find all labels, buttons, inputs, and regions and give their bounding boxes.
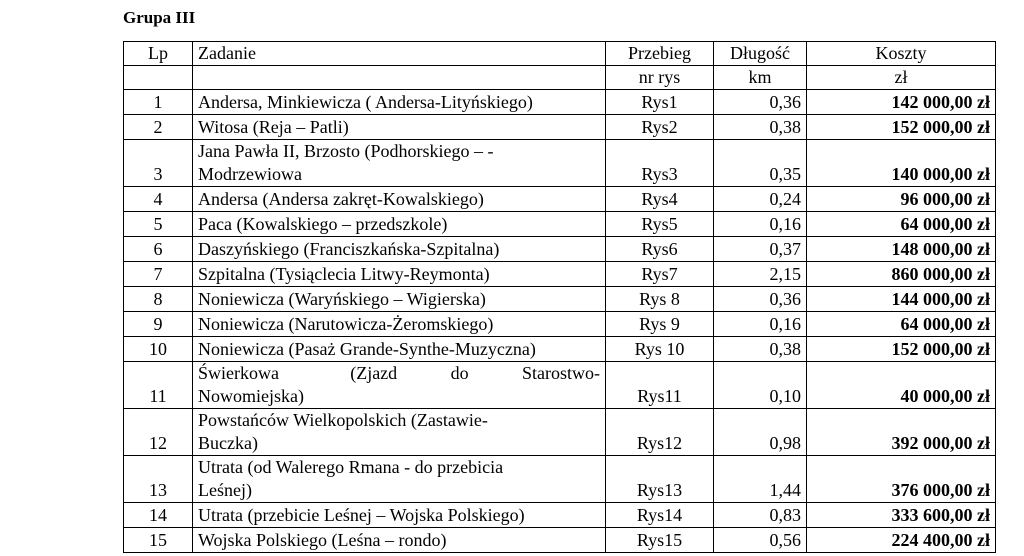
table-row [124, 237, 996, 262]
row-cost: 142 000,00 zł [807, 90, 996, 115]
table-row [124, 90, 996, 115]
group-title: Grupa III [123, 8, 196, 27]
row-task [193, 115, 606, 140]
table-row [124, 140, 996, 187]
row-cost: 140 000,00 zł [807, 140, 996, 187]
row-lp: 8 [124, 287, 193, 312]
header-cost: Koszty [807, 42, 996, 66]
row-task [193, 187, 606, 212]
row-task-line: Paca (Kowalskiego – przedszkole) [198, 214, 448, 234]
table-row [124, 212, 996, 237]
row-task-line: Andersa, Minkiewicza ( Andersa-Lityńskiego) [198, 92, 533, 112]
row-task-line: Noniewicza (Narutowicza-Żeromskiego) [198, 314, 494, 334]
row-lp: 3 [124, 140, 193, 187]
row-task [193, 337, 606, 362]
row-length: 0,83 [714, 503, 807, 528]
row-length: 1,44 [714, 456, 807, 503]
row-task-line: Powstańców Wielkopolskich (Zastawie- [198, 410, 488, 430]
row-task-line: Leśnej) [198, 480, 252, 500]
row-task-line: Noniewicza (Waryńskiego – Wigierska) [198, 289, 486, 309]
row-route: Rys 8 [606, 287, 714, 312]
row-cost: 64 000,00 zł [807, 312, 996, 337]
table-row [124, 115, 996, 140]
row-route: Rys14 [606, 503, 714, 528]
header-task: Zadanie [193, 42, 606, 66]
row-lp: 14 [124, 503, 193, 528]
row-cost: 860 000,00 zł [807, 262, 996, 287]
row-lp: 11 [124, 362, 193, 409]
row-task-line: Witosa (Reja – Patli) [198, 117, 349, 137]
row-cost: 333 600,00 zł [807, 503, 996, 528]
row-cost: 152 000,00 zł [807, 337, 996, 362]
row-lp: 9 [124, 312, 193, 337]
row-lp: 10 [124, 337, 193, 362]
row-route: Rys11 [606, 362, 714, 409]
row-route: Rys7 [606, 262, 714, 287]
row-length: 0,16 [714, 312, 807, 337]
row-route: Rys1 [606, 90, 714, 115]
row-route: Rys2 [606, 115, 714, 140]
row-task [193, 287, 606, 312]
row-lp: 5 [124, 212, 193, 237]
row-task [193, 312, 606, 337]
row-length: 0,24 [714, 187, 807, 212]
row-task [193, 90, 606, 115]
table-row [124, 262, 996, 287]
header-route-unit: nr rys [606, 66, 714, 90]
row-length: 0,35 [714, 140, 807, 187]
row-route: Rys3 [606, 140, 714, 187]
header-row [124, 42, 996, 66]
row-task-line: Utrata (od Walerego Rmana - do przebicia [198, 457, 504, 477]
row-task [193, 262, 606, 287]
row-task-line: Andersa (Andersa zakręt-Kowalskiego) [198, 189, 484, 209]
table-row [124, 362, 996, 409]
row-length: 0,36 [714, 90, 807, 115]
row-route: Rys13 [606, 456, 714, 503]
row-length: 0,98 [714, 409, 807, 456]
row-cost: 64 000,00 zł [807, 212, 996, 237]
row-task-line: Szpitalna (Tysiąclecia Litwy-Reymonta) [198, 264, 490, 284]
row-length: 0,37 [714, 237, 807, 262]
header-lp: Lp [124, 42, 193, 66]
table-row [124, 187, 996, 212]
row-route: Rys15 [606, 528, 714, 553]
row-route: Rys6 [606, 237, 714, 262]
row-cost: 392 000,00 zł [807, 409, 996, 456]
row-length: 0,38 [714, 337, 807, 362]
row-task-line: Wojska Polskiego (Leśna – rondo) [198, 530, 447, 550]
header-length-unit: km [714, 66, 807, 90]
row-cost: 144 000,00 zł [807, 287, 996, 312]
row-task [193, 503, 606, 528]
cost-table [123, 41, 996, 553]
row-task [193, 140, 606, 187]
row-lp: 7 [124, 262, 193, 287]
row-route: Rys 10 [606, 337, 714, 362]
row-lp: 12 [124, 409, 193, 456]
row-task [193, 237, 606, 262]
header-route: Przebieg [606, 42, 714, 66]
row-task-line: Daszyńskiego (Franciszkańska-Szpitalna) [198, 239, 500, 259]
row-route: Rys4 [606, 187, 714, 212]
row-route: Rys12 [606, 409, 714, 456]
row-task-line: Jana Pawła II, Brzosto (Podhorskiego – - [198, 141, 494, 161]
row-task-line: Utrata (przebicie Leśnej – Wojska Polskiego) [198, 505, 525, 525]
row-cost: 40 000,00 zł [807, 362, 996, 409]
header-length: Długość [714, 42, 807, 66]
row-length: 2,15 [714, 262, 807, 287]
row-task [193, 362, 606, 409]
row-task-line: Modrzewiowa [198, 164, 302, 184]
header-cost-unit: zł [807, 66, 996, 90]
table-row [124, 456, 996, 503]
header-units-row [124, 66, 996, 90]
row-cost: 376 000,00 zł [807, 456, 996, 503]
table-row [124, 337, 996, 362]
cost-table-body [124, 42, 996, 553]
row-task [193, 528, 606, 553]
row-route: Rys5 [606, 212, 714, 237]
row-length: 0,36 [714, 287, 807, 312]
row-task [193, 456, 606, 503]
row-lp: 6 [124, 237, 193, 262]
row-lp: 1 [124, 90, 193, 115]
row-cost: 224 400,00 zł [807, 528, 996, 553]
row-lp: 2 [124, 115, 193, 140]
row-length: 0,38 [714, 115, 807, 140]
row-length: 0,10 [714, 362, 807, 409]
row-task-line: Nowomiejska) [198, 386, 304, 406]
row-task-line: Noniewicza (Pasaż Grande-Synthe-Muzyczna) [198, 339, 536, 359]
table-row [124, 287, 996, 312]
row-task-line: Świerkowa (Zjazd do Starostwo- [198, 363, 600, 383]
row-lp: 4 [124, 187, 193, 212]
table-row [124, 503, 996, 528]
row-lp: 13 [124, 456, 193, 503]
table-row [124, 312, 996, 337]
header-lp-unit [124, 66, 193, 90]
row-task [193, 212, 606, 237]
row-length: 0,56 [714, 528, 807, 553]
row-lp: 15 [124, 528, 193, 553]
row-cost: 148 000,00 zł [807, 237, 996, 262]
table-row [124, 528, 996, 553]
header-task-unit [193, 66, 606, 90]
row-length: 0,16 [714, 212, 807, 237]
row-route: Rys 9 [606, 312, 714, 337]
row-cost: 96 000,00 zł [807, 187, 996, 212]
table-row [124, 409, 996, 456]
row-cost: 152 000,00 zł [807, 115, 996, 140]
row-task-line: Buczka) [198, 433, 258, 453]
row-task [193, 409, 606, 456]
